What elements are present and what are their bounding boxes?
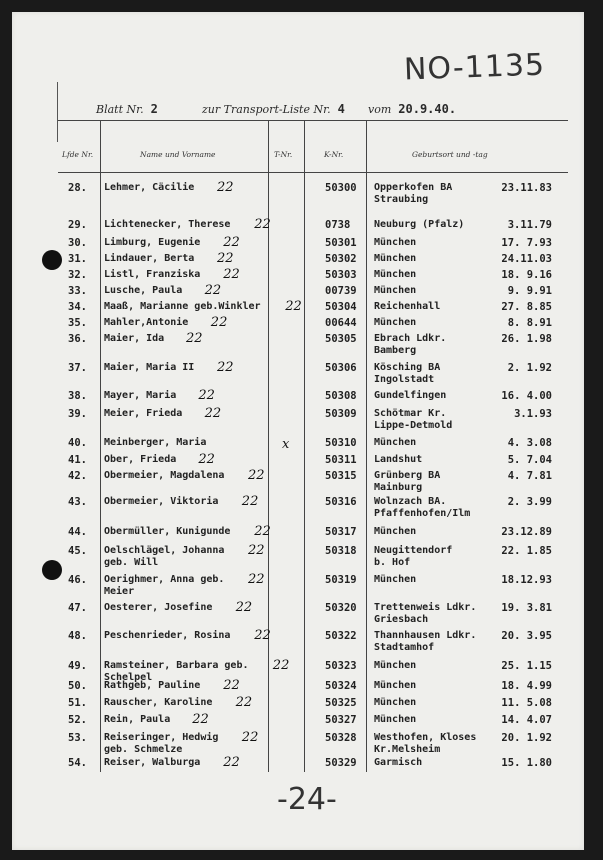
- row-name: Rein, Paula: [104, 714, 171, 725]
- row-knr: 50328: [325, 732, 357, 744]
- row-birthdate: 2. 3.99: [507, 496, 552, 508]
- row-handwritten-mark: 22: [223, 235, 240, 250]
- row-number: 33.: [68, 285, 87, 297]
- row-handwritten-mark: 22: [235, 600, 253, 615]
- row-knr: 50317: [325, 526, 357, 538]
- row-handwritten-mark: 22: [198, 388, 215, 403]
- row-handwritten-mark: 22: [248, 572, 265, 587]
- row-name: Listl, Franziska: [104, 269, 201, 280]
- row-number: 28.: [68, 182, 87, 194]
- row-birthplace: München: [374, 574, 417, 585]
- row-birthplace: Ebrach Ldkr. Bamberg: [374, 333, 447, 356]
- row-name: Reiser, Walburga: [104, 757, 201, 768]
- transport-value: 4: [337, 102, 345, 116]
- row-name: Mahler,Antonie: [104, 317, 189, 328]
- row-birthdate: 4. 3.08: [507, 437, 552, 449]
- row-birthplace: München: [374, 269, 417, 280]
- row-birthdate: 8. 8.91: [507, 317, 552, 329]
- row-birthdate: 25. 1.15: [501, 660, 552, 672]
- row-number: 44.: [68, 526, 87, 538]
- row-number: 52.: [68, 714, 87, 726]
- row-handwritten-mark: 22: [217, 360, 234, 375]
- row-number: 40.: [68, 437, 87, 449]
- archive-stamp: NO-1135: [403, 47, 546, 88]
- row-number: 39.: [68, 408, 87, 420]
- row-knr: 50318: [325, 545, 357, 557]
- col-header-knr: K-Nr.: [324, 150, 344, 159]
- row-birthplace: Schötmar Kr. Lippe-Detmold: [374, 408, 453, 431]
- vom-label: vom 20.9.40.: [368, 102, 457, 116]
- row-birthdate: 16. 4.00: [501, 390, 552, 402]
- page-number: -24-: [277, 782, 337, 817]
- row-knr: 50327: [325, 714, 357, 726]
- row-birthplace: Reichenhall: [374, 301, 441, 312]
- row-knr: 50315: [325, 470, 357, 482]
- row-name: Mayer, Maria: [104, 390, 177, 401]
- row-number: 48.: [68, 630, 87, 642]
- row-number: 37.: [68, 362, 87, 374]
- row-knr: 50311: [325, 454, 357, 466]
- row-birthdate: 2. 1.92: [507, 362, 552, 374]
- row-name: Oesterer, Josefine: [104, 602, 213, 613]
- row-birthdate: 11. 5.08: [501, 697, 552, 709]
- row-birthdate: 4. 7.81: [507, 470, 552, 482]
- row-number: 41.: [68, 454, 87, 466]
- row-birthdate: 18. 4.99: [501, 680, 552, 692]
- row-number: 50.: [68, 680, 87, 692]
- row-birthdate: 24.11.03: [501, 253, 552, 265]
- row-birthdate: 19. 3.81: [501, 602, 552, 614]
- row-birthdate: 14. 4.07: [501, 714, 552, 726]
- row-handwritten-mark: 22: [223, 755, 240, 770]
- row-name: Maier, Ida: [104, 333, 165, 344]
- row-number: 29.: [68, 219, 87, 231]
- row-handwritten-mark: 22: [217, 180, 234, 195]
- row-handwritten-mark: 22: [254, 524, 271, 539]
- row-knr: 50301: [325, 237, 357, 249]
- row-knr: 50310: [325, 437, 357, 449]
- row-name: Obermüller, Kunigunde: [104, 526, 231, 537]
- row-handwritten-mark: 22: [204, 283, 222, 298]
- row-birthdate: 3.1.93: [514, 408, 552, 420]
- row-name: Meier, Frieda: [104, 408, 183, 419]
- row-birthplace: München: [374, 680, 417, 691]
- row-number: 49.: [68, 660, 87, 672]
- column-divider: [304, 120, 305, 772]
- row-name: Maier, Maria II: [104, 362, 195, 373]
- row-name: Maaß, Marianne geb.Winkler: [104, 301, 261, 312]
- row-birthplace: Thannhausen Ldkr. Stadtamhof: [374, 630, 477, 653]
- row-number: 36.: [68, 333, 87, 345]
- row-number: 30.: [68, 237, 87, 249]
- row-birthplace: Landshut: [374, 454, 423, 465]
- row-birthdate: 18. 9.16: [501, 269, 552, 281]
- row-handwritten-mark: 22: [210, 315, 228, 330]
- row-birthplace: Garmisch: [374, 757, 423, 768]
- row-name: Lindauer, Berta: [104, 253, 195, 264]
- row-handwritten-mark: 22: [192, 712, 209, 727]
- blatt-value: 2: [150, 102, 158, 116]
- row-handwritten-mark: 22: [235, 695, 253, 710]
- row-knr: 50325: [325, 697, 357, 709]
- margin-line: [57, 82, 58, 142]
- row-name: Rauscher, Karoline: [104, 697, 213, 708]
- row-name: Ramsteiner, Barbara geb. Schelpel: [104, 660, 249, 683]
- row-birthplace: München: [374, 317, 417, 328]
- row-number: 42.: [68, 470, 87, 482]
- row-birthplace: Neuburg (Pfalz): [374, 219, 465, 230]
- row-birthdate: 27. 8.85: [501, 301, 552, 313]
- row-handwritten-mark: 22: [198, 452, 215, 467]
- row-knr: 50302: [325, 253, 357, 265]
- row-number: 45.: [68, 545, 87, 557]
- row-number: 35.: [68, 317, 87, 329]
- row-birthplace: München: [374, 660, 417, 671]
- row-birthplace: München: [374, 285, 417, 296]
- row-knr: 50308: [325, 390, 357, 402]
- row-name: Oerighmer, Anna geb. Meier: [104, 574, 225, 597]
- row-handwritten-mark: 22: [223, 678, 240, 693]
- row-birthplace: München: [374, 697, 417, 708]
- punch-hole: [42, 560, 62, 580]
- row-birthdate: 9. 9.91: [507, 285, 552, 297]
- blatt-label: Blatt Nr. 2: [96, 102, 158, 116]
- row-knr: 50300: [325, 182, 357, 194]
- row-name: Limburg, Eugenie: [104, 237, 201, 248]
- header-rule-top: [58, 120, 568, 121]
- row-knr: 00739: [325, 285, 357, 297]
- row-knr: 00644: [325, 317, 357, 329]
- row-birthdate: 23.12.89: [501, 526, 552, 538]
- row-handwritten-mark: 22: [254, 628, 271, 643]
- row-knr: 50316: [325, 496, 357, 508]
- row-birthplace: Gundelfingen: [374, 390, 447, 401]
- row-handwritten-mark: 22: [285, 299, 302, 314]
- row-knr: 50309: [325, 408, 357, 420]
- col-header-lfd: Lfde Nr.: [62, 150, 94, 159]
- row-birthplace: München: [374, 237, 417, 248]
- row-birthdate: 18.12.93: [501, 574, 552, 586]
- row-birthplace: Neugittendorf b. Hof: [374, 545, 453, 568]
- row-knr: 50305: [325, 333, 357, 345]
- row-handwritten-mark: 22: [186, 331, 203, 346]
- row-name: Obermeier, Magdalena: [104, 470, 225, 481]
- row-name: Lusche, Paula: [104, 285, 183, 296]
- row-number: 38.: [68, 390, 87, 402]
- row-knr: 50320: [325, 602, 357, 614]
- row-birthplace: München: [374, 437, 417, 448]
- document-sheet: [12, 12, 584, 850]
- row-knr: 50303: [325, 269, 357, 281]
- row-birthplace: Grünberg BA Mainburg: [374, 470, 441, 493]
- row-knr: 50319: [325, 574, 357, 586]
- punch-hole: [42, 250, 62, 270]
- row-number: 51.: [68, 697, 87, 709]
- row-handwritten-mark: 22: [254, 217, 271, 232]
- row-handwritten-mark: 22: [272, 658, 290, 673]
- row-birthdate: 26. 1.98: [501, 333, 552, 345]
- row-birthdate: 5. 7.04: [507, 454, 552, 466]
- row-birthdate: 23.11.83: [501, 182, 552, 194]
- row-handwritten-mark: 22: [204, 406, 222, 421]
- vom-value: 20.9.40.: [398, 102, 457, 116]
- col-header-geburt: Geburtsort und -tag: [412, 150, 488, 159]
- row-number: 47.: [68, 602, 87, 614]
- row-number: 43.: [68, 496, 87, 508]
- row-name: Meinberger, Maria: [104, 437, 207, 448]
- row-number: 31.: [68, 253, 87, 265]
- row-knr: 50304: [325, 301, 357, 313]
- row-name: Obermeier, Viktoria: [104, 496, 219, 507]
- row-handwritten-mark: 22: [223, 267, 240, 282]
- row-name: Oelschlägel, Johanna geb. Will: [104, 545, 225, 568]
- row-number: 34.: [68, 301, 87, 313]
- row-number: 53.: [68, 732, 87, 744]
- header-rule-bottom: [58, 172, 568, 173]
- row-birthplace: Kösching BA Ingolstadt: [374, 362, 441, 385]
- row-handwritten-mark: 22: [248, 543, 265, 558]
- row-number: 46.: [68, 574, 87, 586]
- row-birthplace: Westhofen, Kloses Kr.Melsheim: [374, 732, 477, 755]
- row-birthplace: Opperkofen BA Straubing: [374, 182, 453, 205]
- row-knr: 50329: [325, 757, 357, 769]
- col-header-tnr: T-Nr.: [274, 150, 293, 159]
- row-handwritten-mark: 22: [217, 251, 234, 266]
- row-knr: 50306: [325, 362, 357, 374]
- row-handwritten-mark: x: [282, 437, 290, 452]
- row-name: Lichtenecker, Therese: [104, 219, 231, 230]
- row-knr: 50322: [325, 630, 357, 642]
- row-number: 54.: [68, 757, 87, 769]
- row-birthplace: Wolnzach BA. Pfaffenhofen/Ilm: [374, 496, 471, 519]
- row-name: Rathgeb, Pauline: [104, 680, 201, 691]
- row-knr: 50324: [325, 680, 357, 692]
- row-handwritten-mark: 22: [241, 494, 259, 509]
- row-birthdate: 20. 1.92: [501, 732, 552, 744]
- row-name: Reiseringer, Hedwig geb. Schmelze: [104, 732, 219, 755]
- row-name: Ober, Frieda: [104, 454, 177, 465]
- row-number: 32.: [68, 269, 87, 281]
- row-name: Lehmer, Cäcilie: [104, 182, 195, 193]
- column-divider: [366, 120, 367, 772]
- row-handwritten-mark: 22: [248, 468, 265, 483]
- row-birthdate: 22. 1.85: [501, 545, 552, 557]
- row-birthplace: München: [374, 526, 417, 537]
- row-birthplace: München: [374, 714, 417, 725]
- col-header-name: Name und Vorname: [140, 150, 216, 159]
- row-birthplace: München: [374, 253, 417, 264]
- row-knr: 0738: [325, 219, 351, 231]
- transport-label: zur Transport-Liste Nr. 4: [202, 102, 345, 116]
- row-birthdate: 20. 3.95: [501, 630, 552, 642]
- row-birthdate: 3.11.79: [507, 219, 552, 231]
- row-birthplace: Trettenweis Ldkr. Griesbach: [374, 602, 477, 625]
- row-birthdate: 17. 7.93: [501, 237, 552, 249]
- row-name: Peschenrieder, Rosina: [104, 630, 231, 641]
- row-knr: 50323: [325, 660, 357, 672]
- row-birthdate: 15. 1.80: [501, 757, 552, 769]
- row-handwritten-mark: 22: [241, 730, 259, 745]
